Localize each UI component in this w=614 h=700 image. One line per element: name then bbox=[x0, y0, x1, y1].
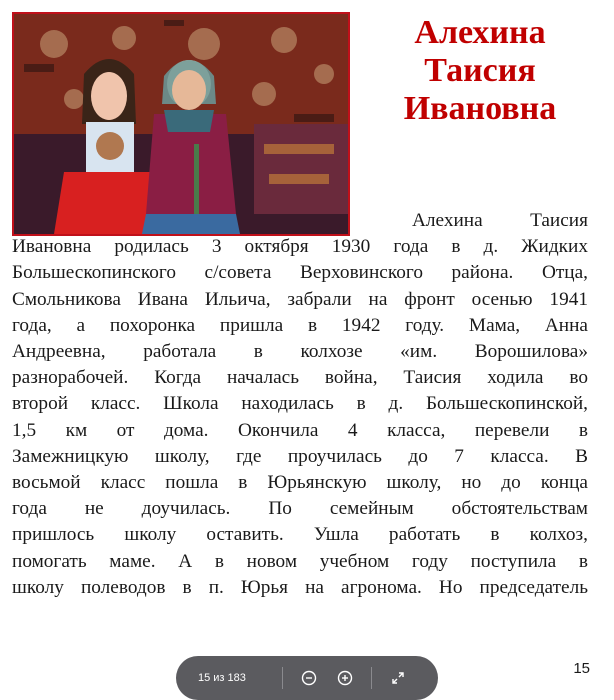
photo-image bbox=[14, 14, 348, 234]
title-patronymic: Ивановна bbox=[403, 90, 557, 127]
text-line: 1,5 км от дома. Окончила 4 класса, перевели в bbox=[12, 419, 588, 441]
zoom-in-icon bbox=[337, 670, 353, 686]
text-line: Большескопинского с/совета Верховинского района. Отца, bbox=[12, 262, 588, 284]
title-surname: Алехина bbox=[414, 14, 546, 51]
text-line: второй класс. Школа находилась в д. Большескопинской, bbox=[12, 393, 588, 415]
text-line: Замежницкую школу, где проучилась до 7 класса. В bbox=[12, 445, 588, 467]
page-indicator: 15 из 183 bbox=[198, 672, 246, 684]
text-line: восьмой класс пошла в Юрьянскую школу, но до конца bbox=[12, 472, 588, 494]
title-first-name: Таисия bbox=[424, 52, 536, 89]
text-line: Андреевна, работала в колхозе «им. Ворошилова» bbox=[12, 341, 588, 363]
text-line: пришлось школу оставить. Ушла работать в колхоз, bbox=[12, 524, 588, 546]
zoom-out-icon bbox=[301, 670, 317, 686]
toolbar-divider bbox=[371, 667, 372, 689]
portrait-photo bbox=[12, 12, 350, 236]
viewer-toolbar bbox=[176, 656, 438, 700]
text-line: года, а похоронка пришла в 1942 году. Мама, Анна bbox=[12, 314, 588, 336]
biography-text bbox=[12, 208, 588, 601]
text-line: школу полеводов в п. Юрья на агронома. Но председатель bbox=[12, 576, 588, 598]
text-line: года не доучилась. По семейным обстоятельствам bbox=[12, 498, 588, 520]
page-number: 15 bbox=[573, 660, 590, 677]
text-line: помогать маме. А в новом учебном году поступила в bbox=[12, 550, 588, 572]
text-line: Смольникова Ивана Ильича, забрали на фронт осенью 1941 bbox=[12, 288, 588, 310]
text-line: Алехина Таисия bbox=[412, 210, 588, 231]
person-name-title bbox=[360, 14, 600, 128]
text-line: разнорабочей. Когда началась война, Таисия ходила во bbox=[12, 367, 588, 389]
text-line: Ивановна родилась 3 октября 1930 года в д. Жидких bbox=[12, 236, 588, 258]
expand-icon bbox=[390, 670, 406, 686]
toolbar-divider bbox=[282, 667, 283, 689]
